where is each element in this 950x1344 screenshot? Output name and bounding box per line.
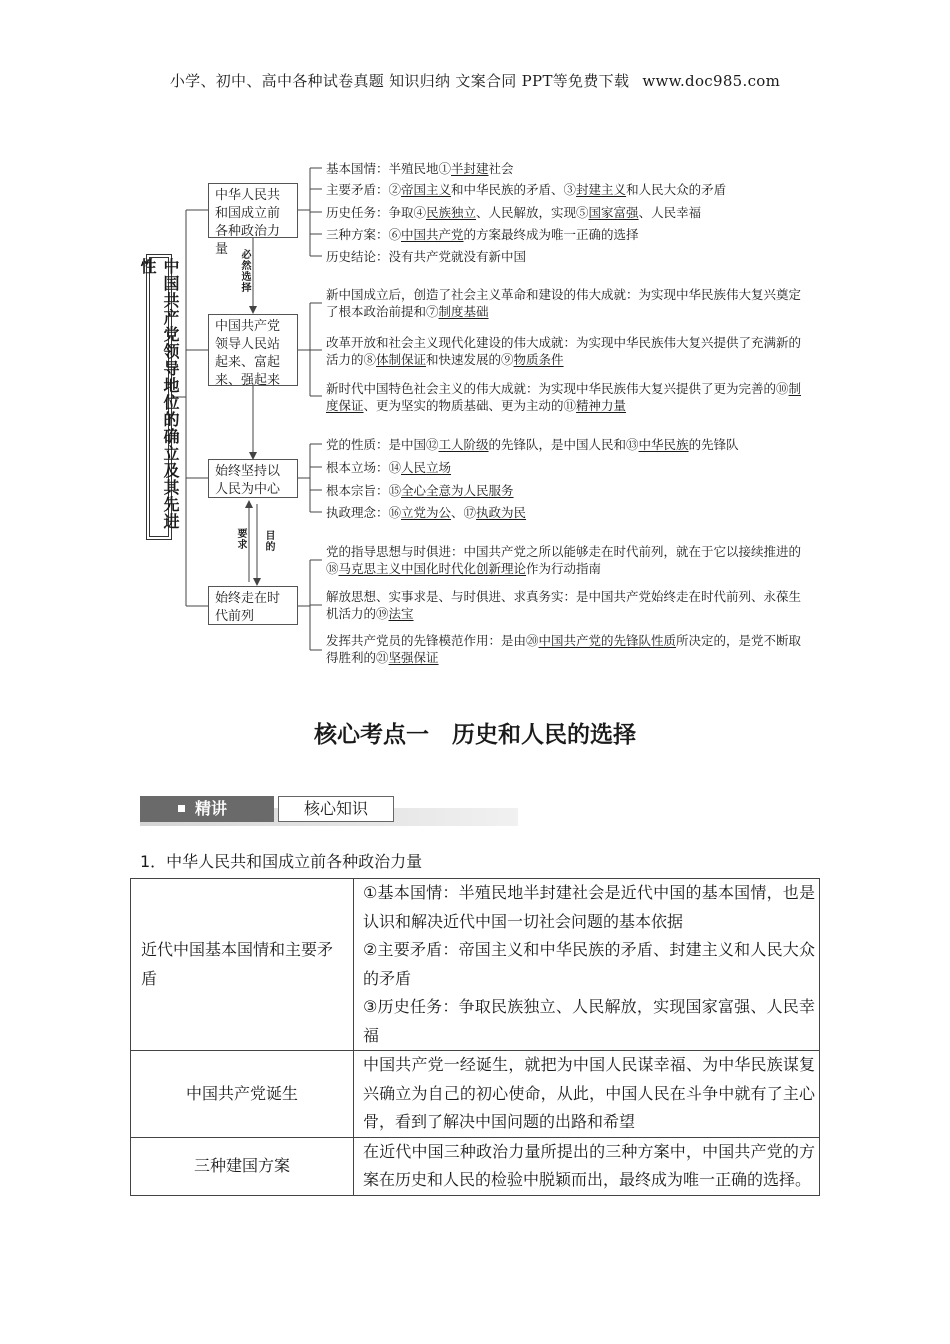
leaf-three-plans: 三种方案：⑥中国共产党的方案最终成为唯一正确的选择 <box>326 227 639 242</box>
leaf-basic-situation: 基本国情：半殖民地①半封建社会 <box>326 161 514 176</box>
header-text: 小学、初中、高中各种试卷真题 知识归纳 文案合同 PPT等免费下载 <box>169 72 630 90</box>
leaf-governing-philosophy: 执政理念：⑯立党为公、⑰执政为民 <box>326 505 527 520</box>
banner-left-label: 精讲 <box>195 799 228 818</box>
node-label: 始终坚持以人民为中心 <box>215 464 281 497</box>
leaf-new-china-achievement: 新中国成立后，创造了社会主义革命和建设的伟大成就：为实现中华民族伟大复兴奠定了根本政治前提和⑦制度基础 <box>326 287 802 319</box>
table-cell-content <box>354 879 820 1051</box>
mindmap-node-people-centered <box>208 459 298 498</box>
banner-right <box>278 796 394 822</box>
leaf-fundamental-purpose: 根本宗旨：⑮全心全意为人民服务 <box>326 483 514 498</box>
arrow-label-inevitable: 必然选择 <box>239 249 250 293</box>
knowledge-table <box>130 878 820 1196</box>
leaf-vanguard-role: 发挥共产党员的先锋模范作用：是由⑳中国共产党的先锋队性质所决定的，是党不断取得胜利的㉑坚强保证 <box>326 633 802 665</box>
leaf-historical-task: 历史任务：争取④民族独立、人民解放，实现⑤国家富强、人民幸福 <box>326 205 702 220</box>
leaf-main-contradiction: 主要矛盾：②帝国主义和中华民族的矛盾、③封建主义和人民大众的矛盾 <box>326 182 727 197</box>
table-cell-label: 三种建国方案 <box>131 1137 354 1195</box>
table-row <box>131 879 820 1051</box>
arrow-label-purpose: 目的 <box>263 530 274 552</box>
mindmap-root-label: 中国共产党领导地位的确立及其先进性 <box>138 258 180 530</box>
mindmap-node-political-forces <box>208 183 298 257</box>
leaf-emancipate-mind: 解放思想、实事求是、与时俱进、求真务实：是中国共产党始终走在时代前列、永葆生机活力的⑲法宝 <box>326 589 802 621</box>
mindmap-node-party-leadership <box>208 314 298 386</box>
table-cell-content <box>354 1051 820 1138</box>
subheading: 1．中华人民共和国成立前各种政治力量 <box>140 852 423 871</box>
table-row <box>131 1137 820 1195</box>
table-cell-label: 中国共产党诞生 <box>131 1051 354 1138</box>
section-banner <box>140 796 518 830</box>
leaf-reform-achievement: 改革开放和社会主义现代化建设的伟大成就：为实现中华民族伟大复兴提供了充满新的活力的⑧体制保证和快速发展的⑨物质条件 <box>326 335 802 367</box>
table-line: ②主要矛盾：帝国主义和中华民族的矛盾、封建主义和人民大众的矛盾 <box>363 940 815 988</box>
table-line: ③历史任务：争取民族独立、人民解放，实现国家富强、人民幸福 <box>363 997 815 1045</box>
section-title: 核心考点一 历史和人民的选择 <box>314 722 636 748</box>
table-cell-content <box>354 1137 820 1195</box>
leaf-new-era-achievement: 新时代中国特色社会主义的伟大成就：为实现中华民族伟大复兴提供了更为完善的⑩制度保证、更为坚实的物质基础、更为主动的⑪精神力量 <box>326 381 802 413</box>
node-label: 中国共产党领导人民站起来、富起来、强起来 <box>215 319 281 388</box>
leaf-historical-conclusion: 历史结论：没有共产党就没有新中国 <box>326 249 527 264</box>
mindmap-root <box>138 254 180 540</box>
leaf-fundamental-stand: 根本立场：⑭人民立场 <box>326 460 452 475</box>
leaf-guiding-thought: 党的指导思想与时俱进：中国共产党之所以能够走在时代前列，就在于它以接续推进的⑱马克思主义中国化时代化创新理论作为行动指南 <box>326 544 802 576</box>
banner-right-label: 核心知识 <box>303 799 368 818</box>
header-url[interactable]: www.doc985.com <box>642 72 781 90</box>
banner-left <box>140 796 274 822</box>
mindmap-node-forefront <box>208 586 298 625</box>
arrow-label-requirement: 要求 <box>235 528 246 550</box>
table-line: 中国共产党一经诞生，就把为中国人民谋幸福、为中华民族谋复兴确立为自己的初心使命，从此，中国人民在斗争中就有了主心骨，看到了解决中国问题的出路和希望 <box>363 1055 815 1131</box>
table-line: ①基本国情：半殖民地半封建社会是近代中国的基本国情，也是认识和解决近代中国一切社会问题的基本依据 <box>363 883 815 931</box>
node-label: 中华人民共和国成立前各种政治力量 <box>215 188 281 257</box>
leaf-party-nature: 党的性质：是中国⑫工人阶级的先锋队，是中国人民和⑬中华民族的先锋队 <box>326 437 739 452</box>
table-row <box>131 1051 820 1138</box>
table-cell-label: 近代中国基本国情和主要矛盾 <box>131 879 354 1051</box>
node-label: 始终走在时代前列 <box>215 591 281 624</box>
table-line: 在近代中国三种政治力量所提出的三种方案中，中国共产党的方案在历史和人民的检验中脱颖而出，最终成为唯一正确的选择。 <box>363 1141 815 1189</box>
square-icon <box>178 805 185 812</box>
